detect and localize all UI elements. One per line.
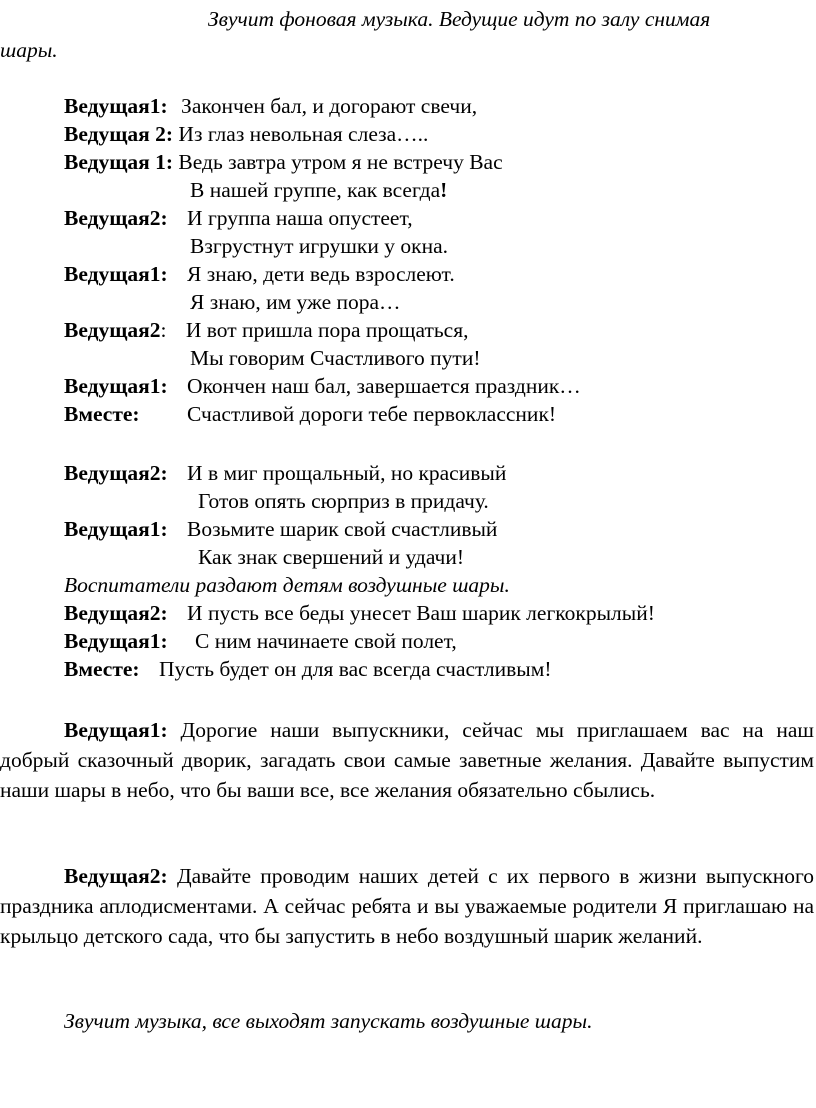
speech-paragraph (0, 715, 814, 805)
dialogue-line (64, 656, 552, 682)
speaker-label: Ведущая2: (64, 461, 168, 485)
dialogue-text: Возьмите шарик свой счастливый (187, 517, 498, 541)
intro-direction-line1: Звучит фоновая музыка. Ведущие идут по залу снимая (208, 7, 711, 31)
dialogue-continuation: Взгрустнут игрушки у окна. (190, 234, 448, 258)
speaker-label: Ведущая1: (64, 517, 168, 541)
outro-direction: Звучит музыка, все выходят запускать воздушные шары. (64, 1009, 593, 1033)
intro-direction-line2: шары. (0, 38, 58, 62)
continuation-text: В нашей группе, как всегда (190, 178, 441, 202)
speaker-label: Ведущая 2: (64, 122, 174, 146)
dialogue-line (64, 149, 503, 175)
dialogue-line (64, 516, 497, 542)
dialogue-continuation: Готов опять сюрприз в придачу. (198, 489, 489, 513)
dialogue-line (64, 460, 506, 486)
speaker-label: Ведущая2: (64, 864, 168, 888)
dialogue-text: Закончен бал, и догорают свечи, (181, 94, 478, 118)
speaker-label: Ведущая 1: (64, 150, 174, 174)
dialogue-line (64, 401, 556, 427)
dialogue-text: Окончен наш бал, завершается праздник… (187, 374, 581, 398)
dialogue-text: Из глаз невольная слеза….. (178, 122, 429, 146)
stage-direction: Воспитатели раздают детям воздушные шары. (64, 573, 510, 597)
speaker-label: Ведущая1: (64, 718, 168, 742)
dialogue-text: Я знаю, дети ведь взрослеют. (187, 262, 455, 286)
dialogue-line (64, 93, 477, 119)
dialogue-line (64, 373, 581, 399)
speaker-label: Ведущая1: (64, 374, 168, 398)
speaker-label: Ведущая1: (64, 94, 168, 118)
dialogue-continuation: Как знак свершений и удачи! (198, 545, 465, 569)
dialogue-text: С ним начинаете свой полет, (195, 629, 457, 653)
dialogue-continuation: Мы говорим Счастливого пути! (190, 346, 481, 370)
dialogue-text: Счастливой дороги тебе первоклассник! (186, 402, 557, 426)
dialogue-line (64, 628, 457, 654)
dialogue-line (64, 600, 655, 626)
dialogue-text: И группа наша опустеет, (187, 206, 413, 230)
dialogue-text: И в миг прощальный, но красивый (187, 461, 507, 485)
dialogue-text: Пусть будет он для вас всегда счастливым! (158, 657, 552, 681)
dialogue-continuation (190, 177, 447, 203)
exclamation-mark: ! (440, 178, 448, 202)
speaker-label: Вместе: (64, 402, 140, 426)
speaker-label: Ведущая2: (64, 206, 168, 230)
speaker-label: Ведущая1: (64, 262, 168, 286)
dialogue-line (64, 261, 455, 287)
speaker-label: Ведущая2: (64, 601, 168, 625)
speaker-label: Ведущая2 (64, 318, 161, 342)
dialogue-text: И пусть все беды унесет Ваш шарик легкокрылый! (187, 601, 655, 625)
dialogue-line (64, 121, 428, 147)
dialogue-continuation: Я знаю, им уже пора… (190, 290, 401, 314)
dialogue-line (64, 205, 413, 231)
speaker-colon: : (160, 318, 167, 342)
dialogue-line (64, 317, 468, 343)
paragraph-text: Давайте проводим наших детей с их первого в жизни выпускного праздника аплодисментами. А сейчас ребята и вы уважаемые родители Я приглашаю на крыльцо детского сада, что бы запустить в небо воздушный шарик желаний. (0, 864, 815, 948)
dialogue-text: И вот пришла пора прощаться, (185, 318, 469, 342)
dialogue-text: Ведь завтра утром я не встречу Вас (178, 150, 503, 174)
paragraph-text: Дорогие наши выпускники, сейчас мы приглашаем вас на наш добрый сказочный дворик, загадать свои самые заветные желания. Давайте выпустим наши шары в небо, что бы ваши все, все желания обязательно сбылись. (0, 718, 814, 802)
speaker-label: Ведущая1: (64, 629, 168, 653)
speaker-label: Вместе: (64, 657, 140, 681)
speech-paragraph (0, 861, 814, 951)
